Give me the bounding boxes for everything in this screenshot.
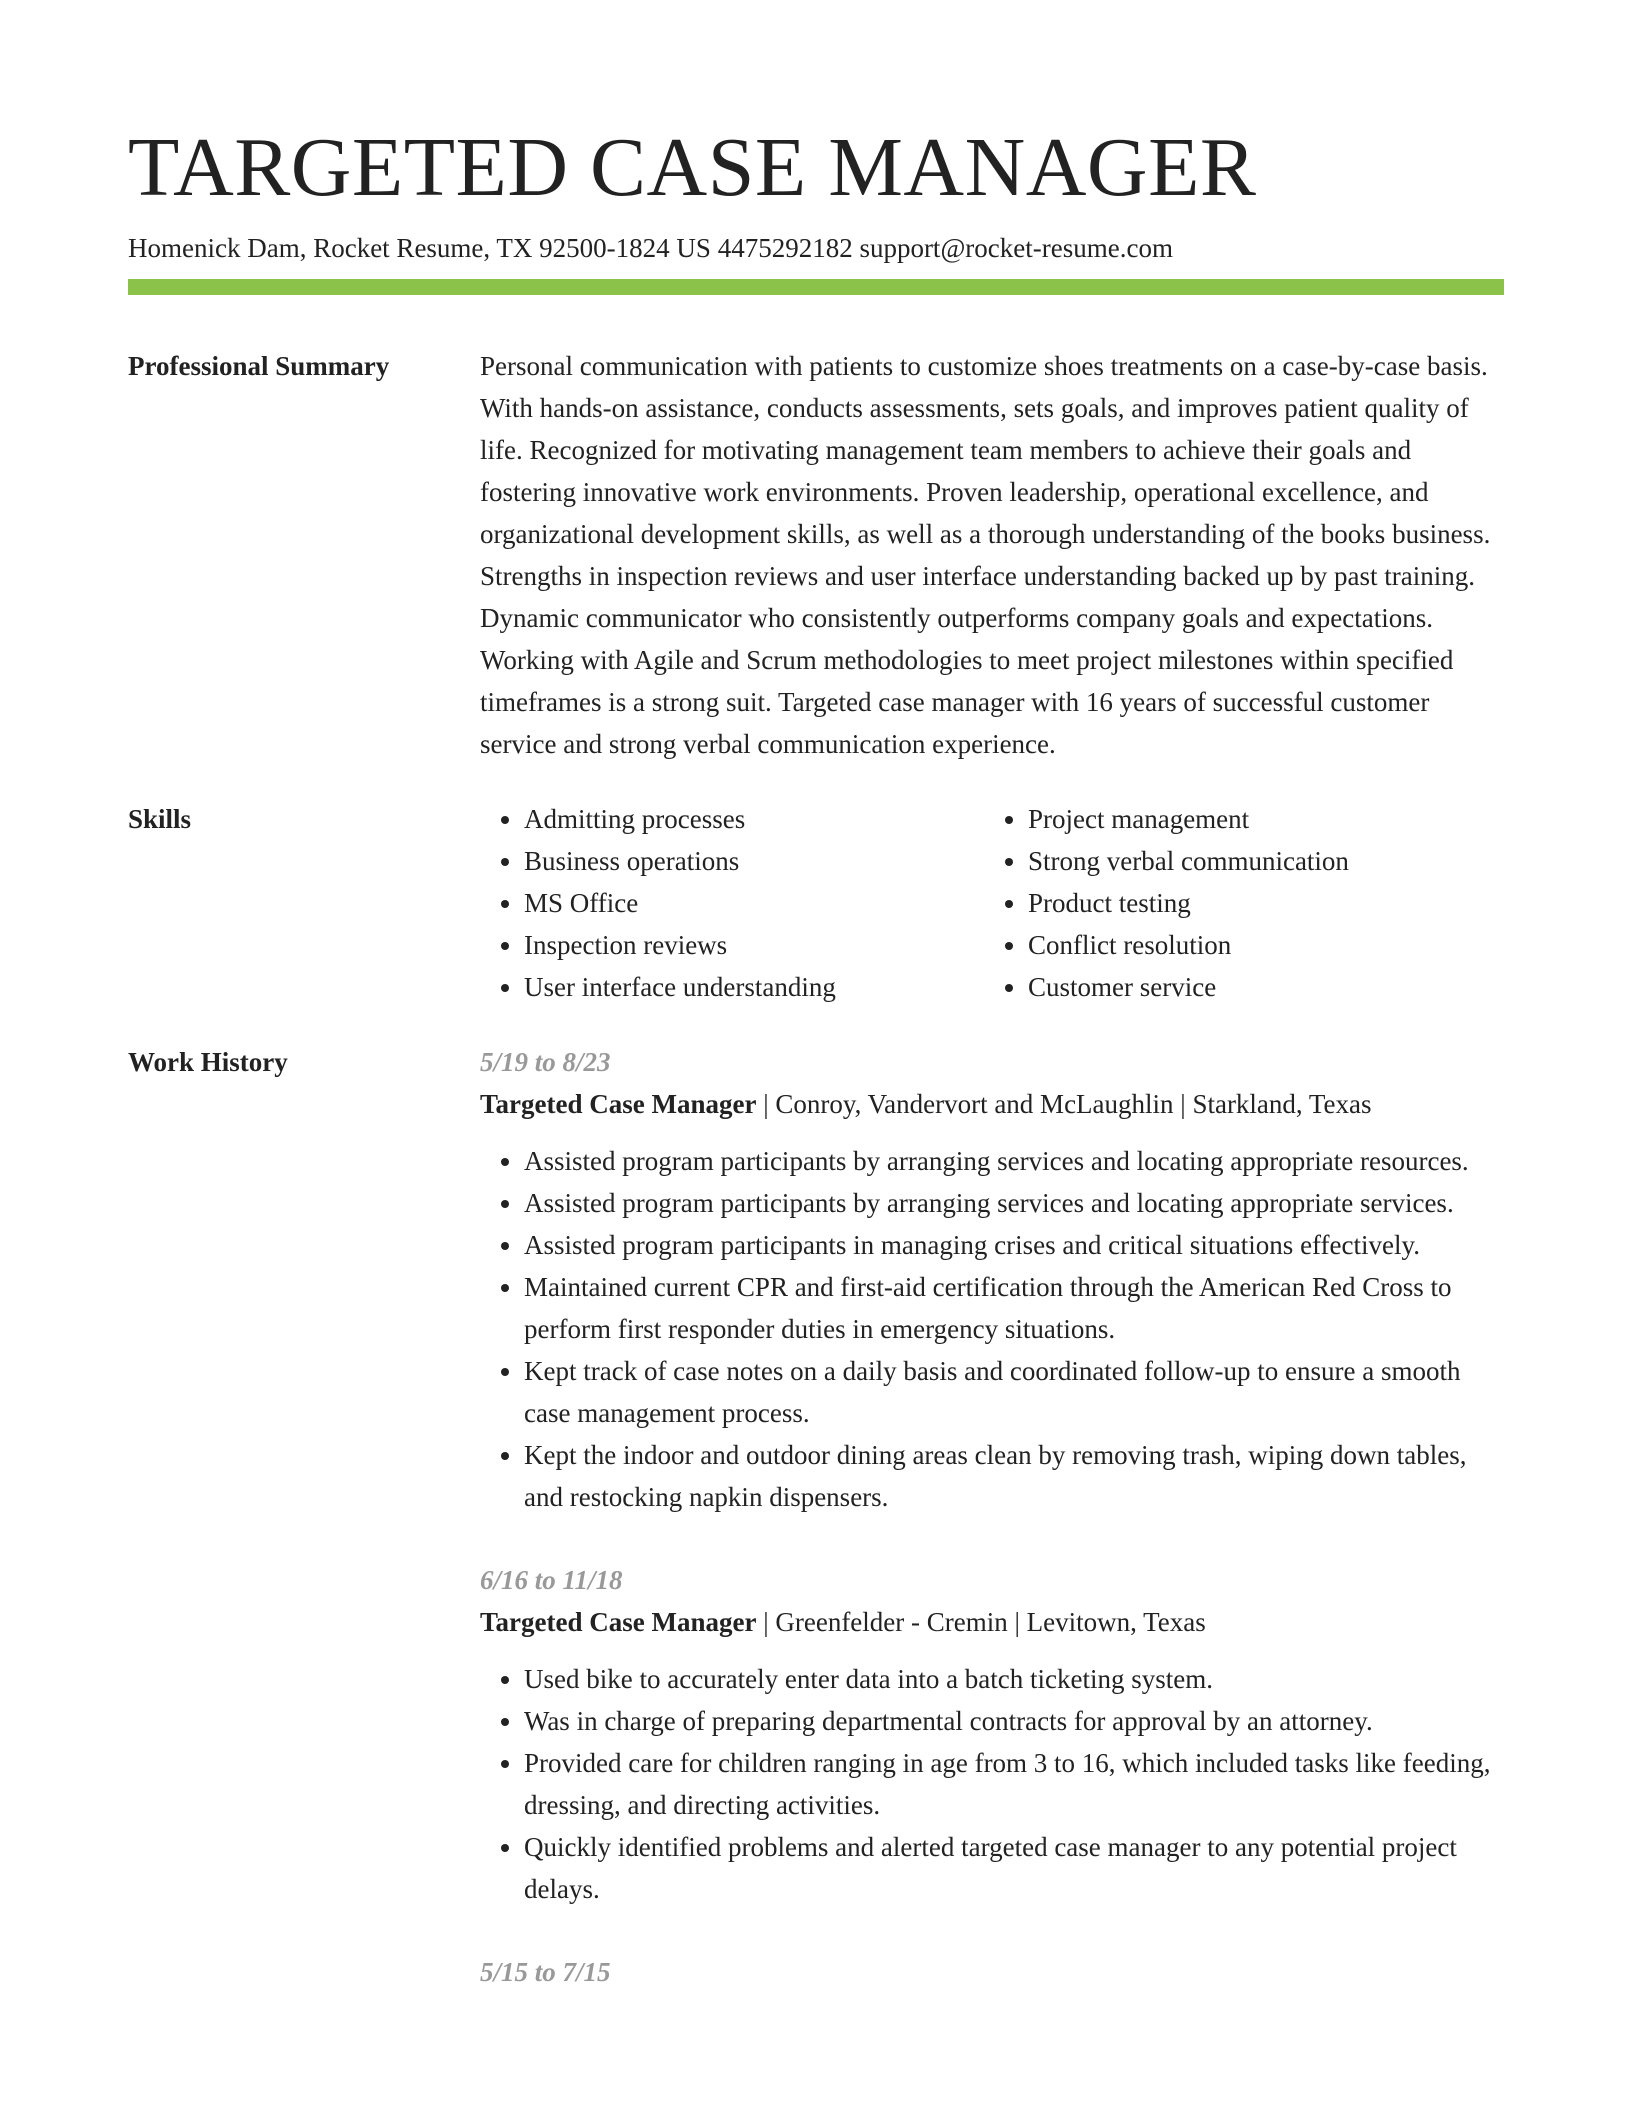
accent-divider xyxy=(128,279,1504,295)
job-role: Targeted Case Manager xyxy=(480,1607,757,1637)
job-separator: | xyxy=(1180,1089,1193,1119)
skills-list-left xyxy=(480,798,984,1008)
skill-item: • Customer service xyxy=(1028,966,1488,1008)
skill-item: • MS Office xyxy=(524,882,984,924)
skill-item: • Product testing xyxy=(1028,882,1488,924)
skill-item: • Business operations xyxy=(524,840,984,882)
job-company: Conroy, Vandervort and McLaughlin xyxy=(775,1089,1174,1119)
resume-title: TARGETED CASE MANAGER xyxy=(128,121,1257,214)
job-company: Greenfelder - Cremin xyxy=(775,1607,1008,1637)
skill-item: • Admitting processes xyxy=(524,798,984,840)
skill-item: • Inspection reviews xyxy=(524,924,984,966)
contact-email: support@rocket-resume.com xyxy=(859,233,1173,263)
contact-address: Homenick Dam, Rocket Resume, TX 92500-1824 US xyxy=(128,233,711,263)
job-bullets xyxy=(480,1140,1504,1518)
resume-page xyxy=(128,0,1504,1993)
job-location: Starkland, Texas xyxy=(1192,1089,1372,1119)
job-bullet: • Used bike to accurately enter data into a batch ticketing system. xyxy=(524,1658,1504,1700)
job-entry xyxy=(480,1041,1504,1518)
skills-list-right xyxy=(984,798,1488,1008)
job-location: Levitown, Texas xyxy=(1026,1607,1206,1637)
contact-line xyxy=(128,231,1504,265)
job-separator: | xyxy=(763,1089,776,1119)
job-entry xyxy=(480,1559,1504,1910)
job-bullet: • Assisted program participants in managing crises and critical situations effectively. xyxy=(524,1224,1504,1266)
work-history-section xyxy=(128,1041,1504,1993)
summary-section xyxy=(128,345,1504,765)
job-bullet: • Assisted program participants by arranging services and locating appropriate services. xyxy=(524,1182,1504,1224)
job-bullets xyxy=(480,1658,1504,1910)
work-history-heading: Work History xyxy=(128,1047,288,1077)
skill-item: • User interface understanding xyxy=(524,966,984,1008)
skill-item: • Project management xyxy=(1028,798,1488,840)
job-role: Targeted Case Manager xyxy=(480,1089,757,1119)
job-entry xyxy=(480,1951,1504,1993)
job-header xyxy=(480,1083,1504,1125)
skill-item: • Conflict resolution xyxy=(1028,924,1488,966)
job-bullet: • Quickly identified problems and alerted targeted case manager to any potential project delays. xyxy=(524,1826,1504,1910)
job-separator: | xyxy=(763,1607,776,1637)
job-separator: | xyxy=(1014,1607,1027,1637)
skills-section xyxy=(128,798,1504,1008)
job-bullet: • Kept track of case notes on a daily basis and coordinated follow-up to ensure a smooth case management process. xyxy=(524,1350,1504,1434)
skill-item: • Strong verbal communication xyxy=(1028,840,1488,882)
job-bullet: • Provided care for children ranging in age from 3 to 16, which included tasks like feeding, dressing, and directing activities. xyxy=(524,1742,1504,1826)
summary-text: Personal communication with patients to customize shoes treatments on a case-by-case basis. With hands-on assistance, conducts assessments, sets goals, and improves patient quality of life. Recognized for motivating management team members to achieve their goals and fostering innovative work environments. Proven leadership, operational excellence, and organizational development skills, as well as a thorough understanding of the books business. Strengths in inspection reviews and user interface understanding backed up by past training. Dynamic communicator who consistently outperforms company goals and expectations. Working with Agile and Scrum methodologies to meet project milestones within specified timeframes is a strong suit. Targeted case manager with 16 years of successful customer service and strong verbal communication experience. xyxy=(480,351,1491,759)
job-dates: 6/16 to 11/18 xyxy=(480,1565,623,1595)
summary-heading: Professional Summary xyxy=(128,351,390,381)
job-bullet: • Kept the indoor and outdoor dining areas clean by removing trash, wiping down tables, and restocking napkin dispensers. xyxy=(524,1434,1504,1518)
job-bullet: • Maintained current CPR and first-aid certification through the American Red Cross to perform first responder duties in emergency situations. xyxy=(524,1266,1504,1350)
job-dates: 5/19 to 8/23 xyxy=(480,1047,611,1077)
contact-phone: 4475292182 xyxy=(717,233,853,263)
job-bullet: • Assisted program participants by arranging services and locating appropriate resources. xyxy=(524,1140,1504,1182)
job-dates: 5/15 to 7/15 xyxy=(480,1957,611,1987)
job-header xyxy=(480,1601,1504,1643)
job-bullet: • Was in charge of preparing departmental contracts for approval by an attorney. xyxy=(524,1700,1504,1742)
skills-heading: Skills xyxy=(128,804,192,834)
